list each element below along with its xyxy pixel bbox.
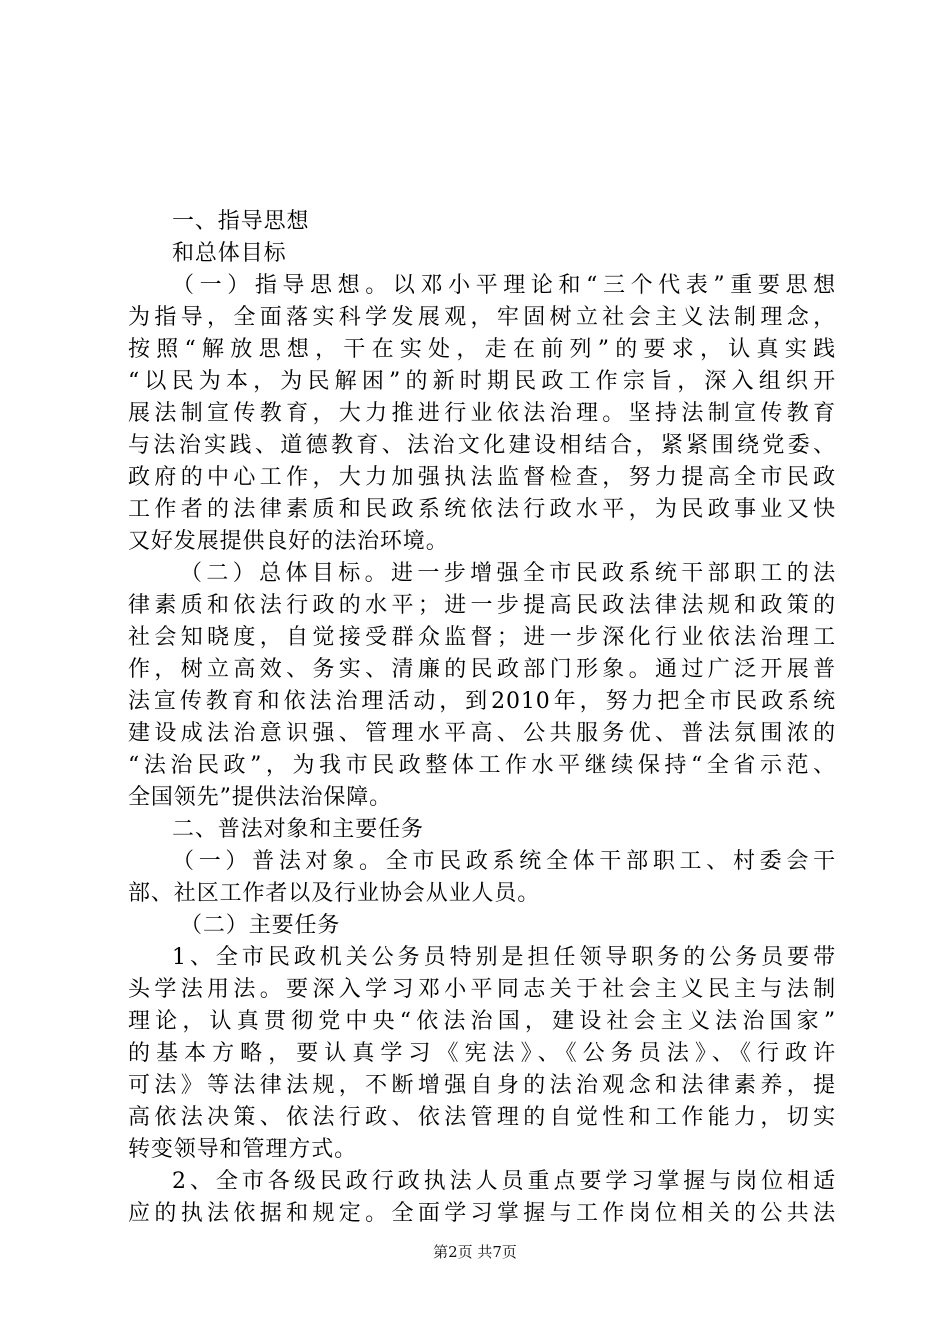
paragraph-line: 高依法决策、依法行政、依法管理的自觉性和工作能力，切实 xyxy=(128,1105,836,1130)
paragraph-line: 与法治实践、道德教育、法治文化建设相结合，紧紧围绕党委、 xyxy=(128,433,836,458)
paragraph-line: 头学法用法。要深入学习邓小平同志关于社会主义民主与法制 xyxy=(128,977,836,1002)
paragraph-line: 转变领导和管理方式。 xyxy=(128,1137,358,1162)
paragraph-line: 1、全市民政机关公务员特别是担任领导职务的公务员要带 xyxy=(172,945,836,970)
page-number-footer: 第2页 共7页 xyxy=(433,1243,517,1261)
paragraph-line: （一）指导思想。以邓小平理论和“三个代表”重要思想 xyxy=(172,273,836,298)
paragraph-line: 法宣传教育和依法治理活动，到2010年，努力把全市民政系统 xyxy=(128,689,836,714)
paragraph-line: 可法》等法律法规，不断增强自身的法治观念和法律素养，提 xyxy=(128,1073,836,1098)
paragraph-line: 应的执法依据和规定。全面学习掌握与工作岗位相关的公共法 xyxy=(128,1201,836,1226)
paragraph-line: 建设成法治意识强、管理水平高、公共服务优、普法氛围浓的 xyxy=(128,721,836,746)
subsection-heading: （二）主要任务 xyxy=(180,913,341,938)
section-heading: 一、指导思想 xyxy=(172,209,310,234)
paragraph-line: （二）总体目标。进一步增强全市民政系统干部职工的法 xyxy=(180,561,836,586)
section-heading: 二、普法对象和主要任务 xyxy=(172,817,424,842)
paragraph-line: 工作者的法律素质和民政系统依法行政水平，为民政事业又快 xyxy=(128,497,836,522)
paragraph-line: 展法制宣传教育，大力推进行业依法治理。坚持法制宣传教育 xyxy=(128,401,836,426)
paragraph-line: 作，树立高效、务实、清廉的民政部门形象。通过广泛开展普 xyxy=(128,657,836,682)
paragraph-line: “法治民政”，为我市民政整体工作水平继续保持“全省示范、 xyxy=(128,753,836,778)
paragraph-line: 律素质和依法行政的水平；进一步提高民政法律法规和政策的 xyxy=(128,593,836,618)
paragraph-line: 的基本方略，要认真学习《宪法》、《公务员法》、《行政许 xyxy=(128,1041,836,1066)
paragraph-line: 为指导，全面落实科学发展观，牢固树立社会主义法制理念， xyxy=(128,305,836,330)
paragraph-line: 全国领先”提供法治保障。 xyxy=(128,785,393,810)
paragraph-line: 部、社区工作者以及行业协会从业人员。 xyxy=(128,881,541,906)
paragraph-line: “以民为本，为民解困”的新时期民政工作宗旨，深入组织开 xyxy=(128,369,836,394)
paragraph-line: 2、全市各级民政行政执法人员重点要学习掌握与岗位相适 xyxy=(172,1169,836,1194)
section-heading-continued: 和总体目标 xyxy=(172,241,287,266)
paragraph-line: 理论，认真贯彻党中央“依法治国，建设社会主义法治国家” xyxy=(128,1009,836,1034)
paragraph-line: 社会知晓度，自觉接受群众监督；进一步深化行业依法治理工 xyxy=(128,625,836,650)
paragraph-line: 按照“解放思想，干在实处，走在前列”的要求，认真实践 xyxy=(128,337,836,362)
document-body xyxy=(128,206,836,1230)
paragraph-line: 政府的中心工作，大力加强执法监督检查，努力提高全市民政 xyxy=(128,465,836,490)
paragraph-line: （一）普法对象。全市民政系统全体干部职工、村委会干 xyxy=(172,849,836,874)
paragraph-line: 又好发展提供良好的法治环境。 xyxy=(128,529,449,554)
